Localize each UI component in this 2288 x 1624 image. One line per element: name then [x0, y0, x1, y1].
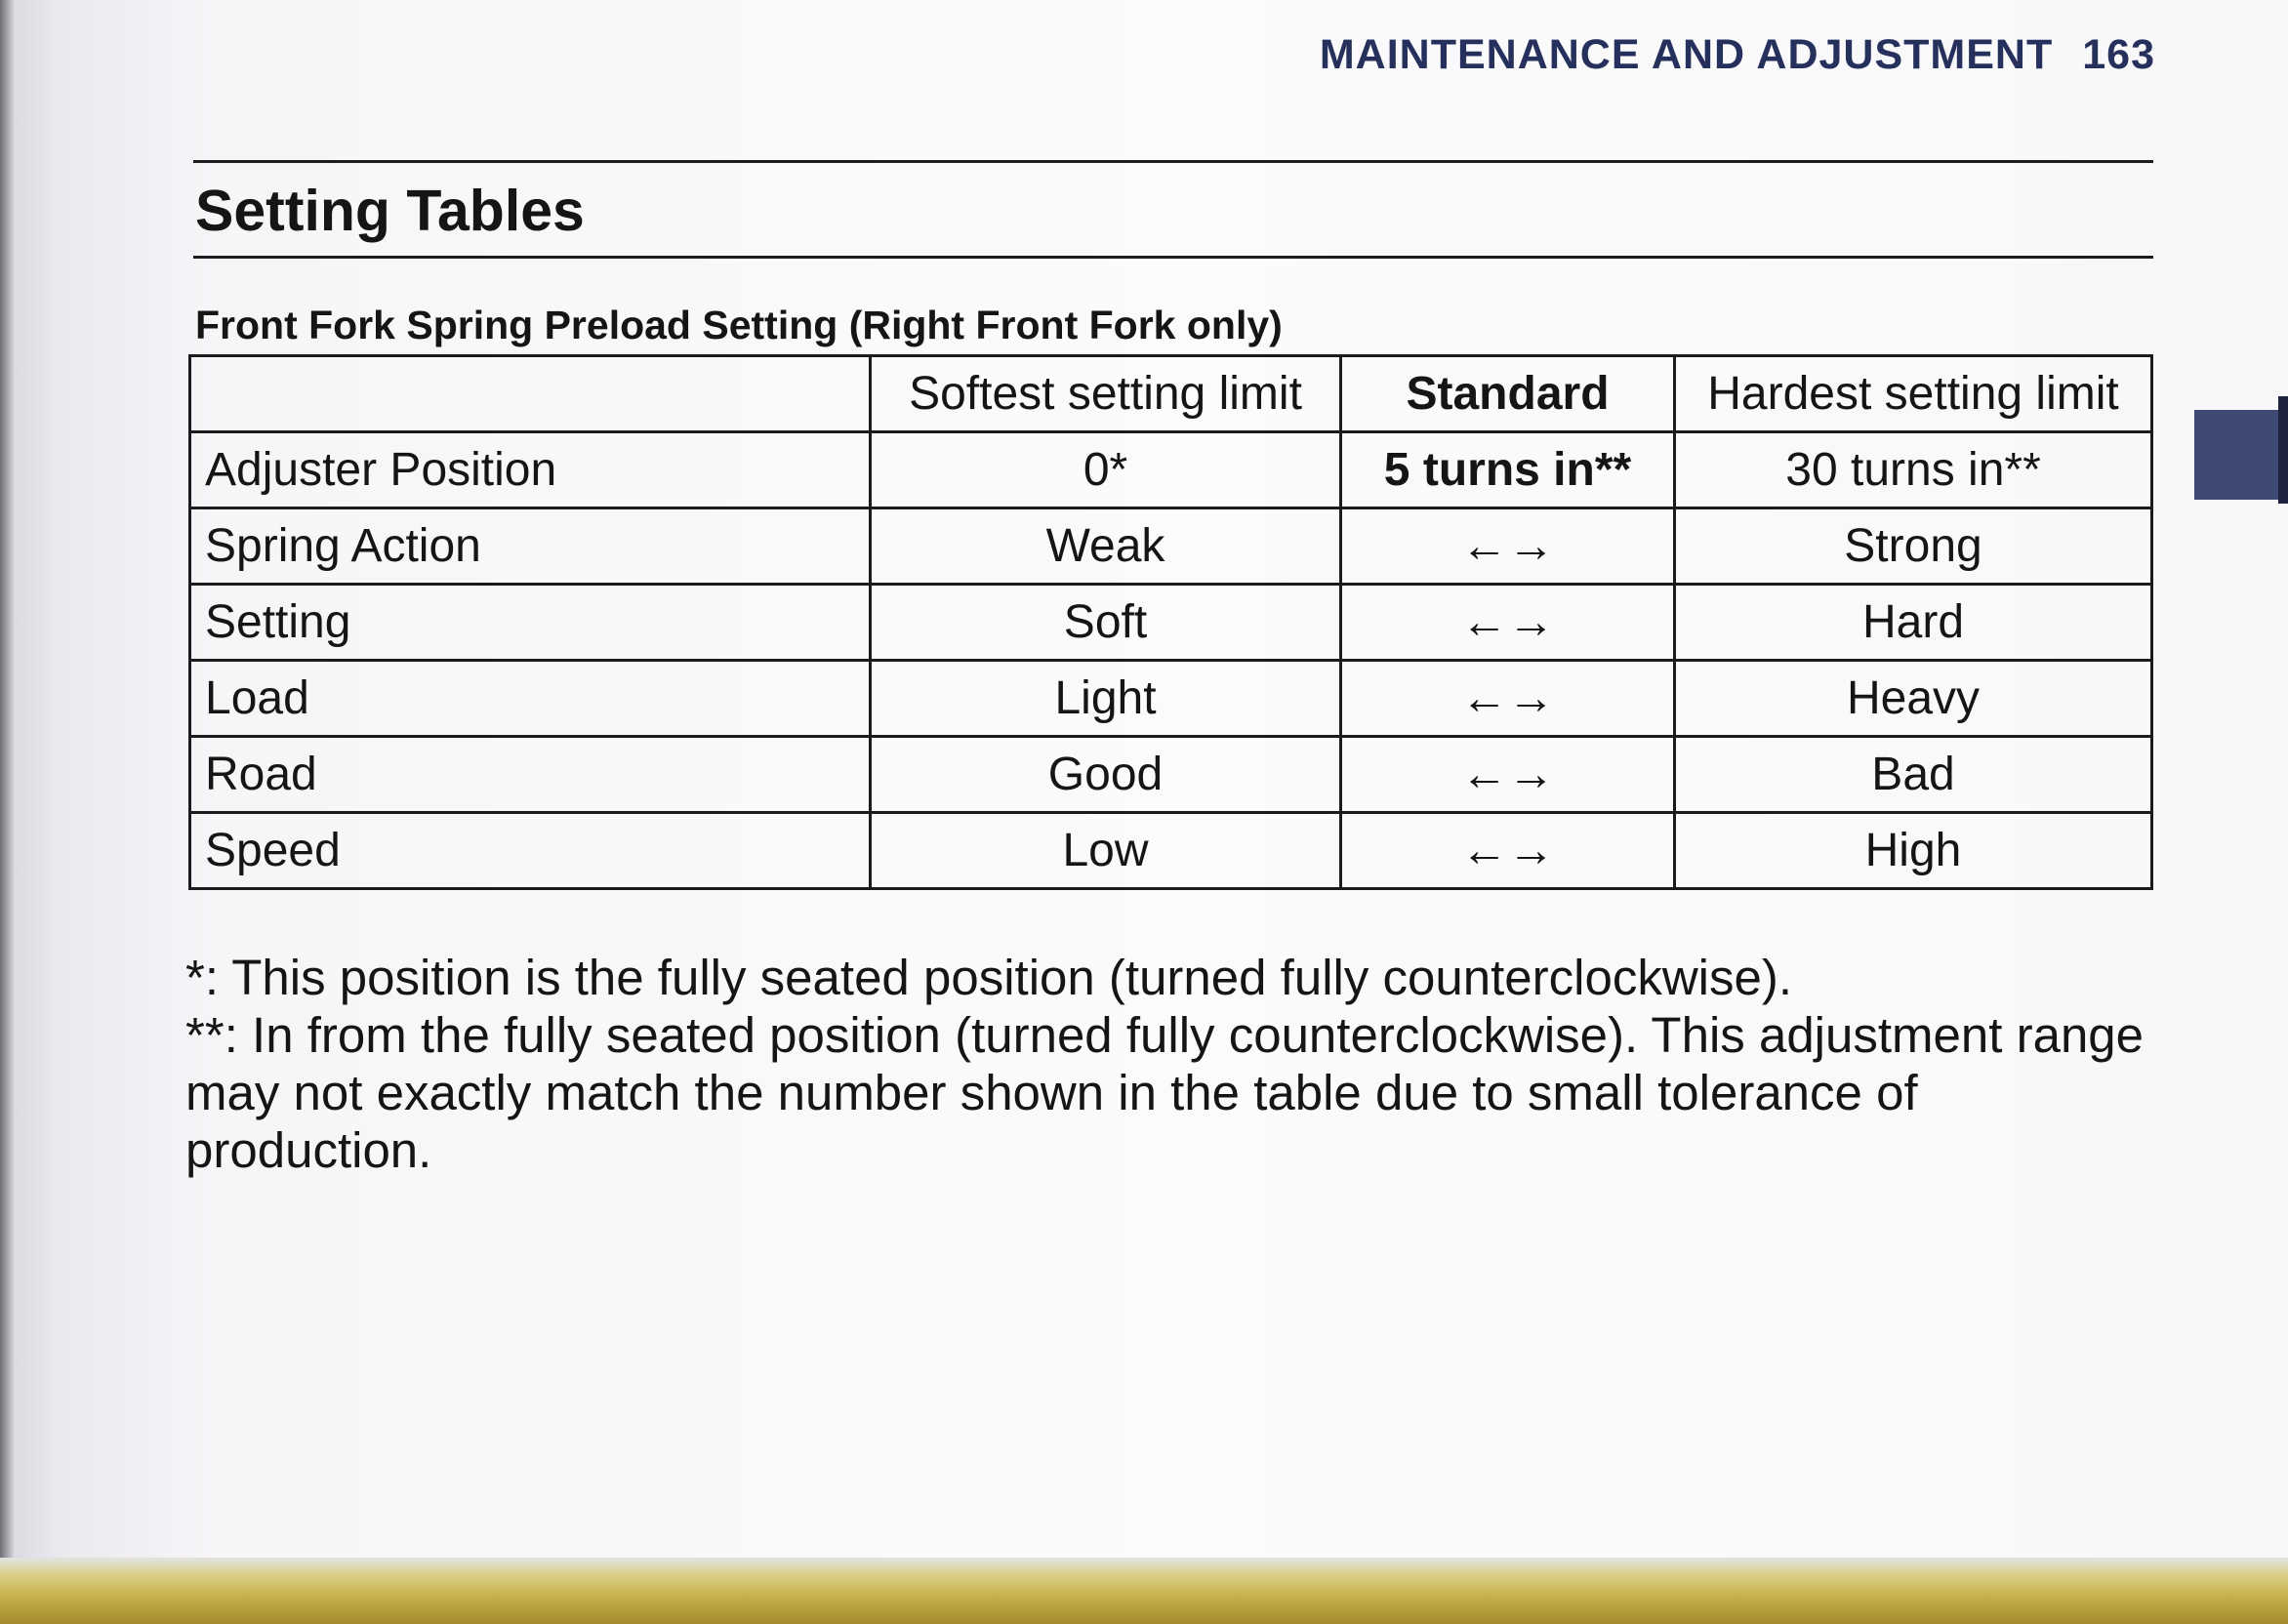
cell-hardest: Bad	[1675, 737, 2152, 813]
header-cell-hardest: Hardest setting limit	[1675, 356, 2152, 432]
row-label: Adjuster Position	[190, 432, 871, 508]
cell-softest: Soft	[871, 585, 1341, 661]
header-cell-standard: Standard	[1341, 356, 1675, 432]
cell-hardest: Strong	[1675, 508, 2152, 585]
cell-softest: Weak	[871, 508, 1341, 585]
cell-hardest: High	[1675, 813, 2152, 889]
cell-hardest: Heavy	[1675, 661, 2152, 737]
table-row	[190, 585, 2152, 661]
chapter-tab-edge	[2278, 396, 2288, 504]
cell-softest: Good	[871, 737, 1341, 813]
title-rule-top	[193, 160, 2153, 163]
row-label: Setting	[190, 585, 871, 661]
table-row	[190, 661, 2152, 737]
header-cell-softest: Softest setting limit	[871, 356, 1341, 432]
section-title: Setting Tables	[195, 179, 585, 243]
running-header	[1320, 31, 2155, 79]
header-section-title: MAINTENANCE AND ADJUSTMENT	[1319, 31, 2054, 78]
table-row	[190, 813, 2152, 889]
page-bottom-edge	[0, 1558, 2288, 1624]
cell-standard: ←→	[1341, 508, 1675, 585]
table-header-row	[190, 356, 2152, 432]
cell-softest: Light	[871, 661, 1341, 737]
cell-softest: Low	[871, 813, 1341, 889]
row-label: Speed	[190, 813, 871, 889]
cell-hardest: 30 turns in**	[1675, 432, 2152, 508]
header-cell-empty	[190, 356, 871, 432]
cell-standard: 5 turns in**	[1341, 432, 1675, 508]
table-row	[190, 432, 2152, 508]
table-title: Front Fork Spring Preload Setting (Right Front Fork only)	[195, 303, 1283, 347]
page-binding-shadow	[0, 0, 14, 1624]
cell-softest: 0*	[871, 432, 1341, 508]
settings-table	[188, 354, 2153, 890]
footnote-double-asterisk: **: In from the fully seated position (turned fully counterclockwise). This adjustment range may not exactly match the number shown in the table due to small tolerance of production.	[185, 1007, 2145, 1178]
cell-standard: ←→	[1341, 661, 1675, 737]
cell-hardest: Hard	[1675, 585, 2152, 661]
cell-standard: ←→	[1341, 737, 1675, 813]
title-rule-bottom	[193, 256, 2153, 259]
chapter-tab-marker	[2194, 410, 2288, 500]
page-number: 163	[2082, 31, 2155, 78]
footnotes	[185, 949, 2167, 1179]
row-label: Road	[190, 737, 871, 813]
cell-standard: ←→	[1341, 585, 1675, 661]
cell-standard: ←→	[1341, 813, 1675, 889]
row-label: Load	[190, 661, 871, 737]
footnote-single-asterisk: *: This position is the fully seated position (turned fully counterclockwise).	[185, 950, 1793, 1005]
row-label: Spring Action	[190, 508, 871, 585]
table-row	[190, 508, 2152, 585]
table-row	[190, 737, 2152, 813]
